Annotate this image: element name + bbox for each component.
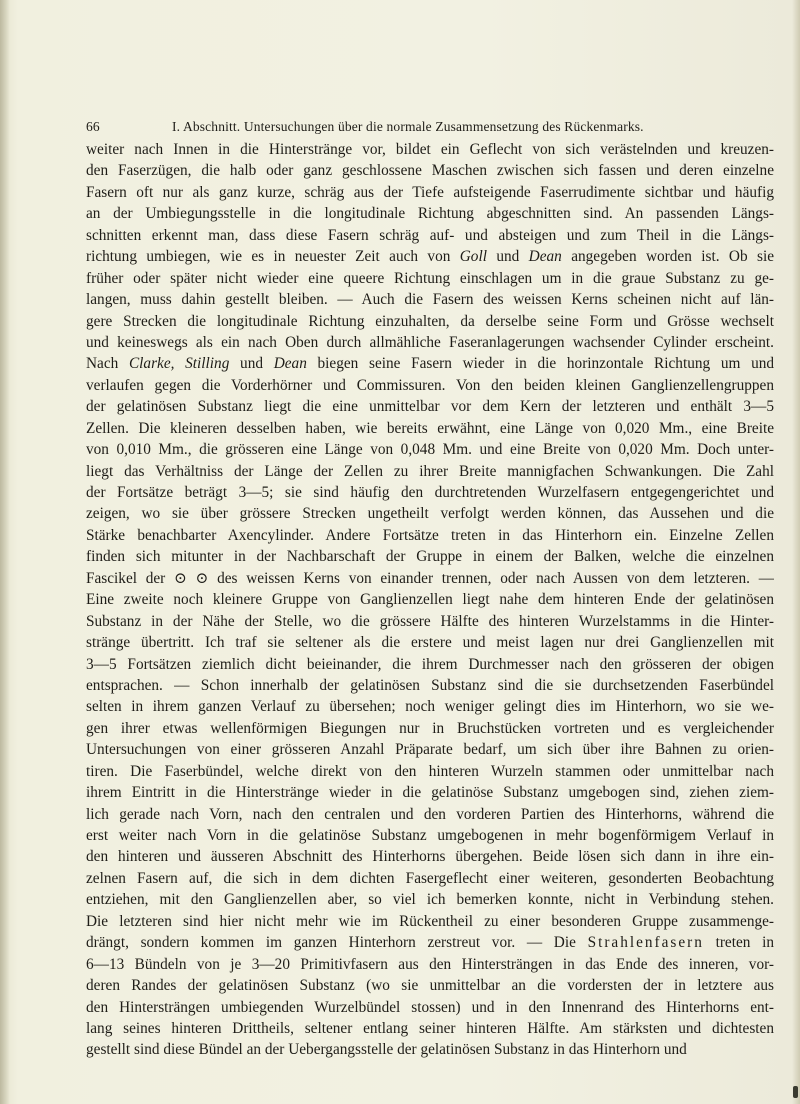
binding-shadow xyxy=(0,0,10,1104)
page-number: 66 xyxy=(86,119,100,134)
text-line: Stärke benachbarter Axencylinder. Andere Fortsätze treten in das Hinterhorn ein. Einzelne Zellen xyxy=(86,526,774,544)
text-line: deren Randes der gelatinösen Substanz (wo sie unmittelbar an die vordersten der in letztere aus xyxy=(86,977,774,995)
text-line: Nach Clarke, Stilling und Dean biegen seine Fasern wieder in die horinzontale Richtung um und xyxy=(86,355,774,373)
text-line: Substanz in der Nähe der Stelle, wo die grössere Hälfte des hinteren Wurzelstamms in die Hinter- xyxy=(86,612,774,630)
text-line: Fasern oft nur als ganz kurze, schräg aus der Tiefe aufsteigende Faserrudimente sichtbar und häufig xyxy=(86,183,774,201)
text-line: schnitten erkennt man, dass diese Fasern schräg auf- und absteigen und zum Theil in die Längs- xyxy=(86,226,774,244)
text-line: zelnen Fasern auf, die sich in dem dichten Fasergeflecht einer weiteren, gesonderten Beobachtung xyxy=(86,869,774,887)
page-edge-shadow xyxy=(792,0,800,1104)
text-line: ihrem Eintritt in die Hinterstränge wieder in die gelatinöse Substanz umgebogen sind, ziehen ziem- xyxy=(86,784,774,802)
text-line: der gelatinösen Substanz liegt die eine unmittelbar vor dem Kern der letzteren und enthält 3—5 xyxy=(86,398,774,416)
page-header xyxy=(86,119,774,139)
text-line: entziehen, mit den Ganglienzellen aber, so viel ich bemerken konnte, nicht in Verbindung stehen. xyxy=(86,891,774,909)
text-line: verlaufen gegen die Vorderhörner und Commissuren. Von den beiden kleinen Ganglienzellengruppen xyxy=(86,376,774,394)
text-line: 6—13 Bündeln von je 3—20 Primitivfasern aus den Hintersträngen in das Ende des inneren, vor- xyxy=(86,955,774,973)
text-line: stränge übertritt. Ich traf sie seltener als die erstere und meist lagen nur drei Ganglienzellen mit xyxy=(86,634,774,652)
text-line: lang seines hinteren Drittheils, seltener entlang seiner hinteren Hälfte. Am stärksten und dichtesten xyxy=(86,1019,774,1037)
text-line: den hinteren und äusseren Abschnitt des Hinterhorns übergehen. Beide lösen sich dann in ihre ein- xyxy=(86,848,774,866)
text-line: der Fortsätze beträgt 3—5; sie sind häufig den durchtretenden Wurzelfasern entgegengerichtet und xyxy=(86,484,774,501)
text-line: den Hintersträngen umbiegenden Wurzelbündel stossen) und in den Innenrand des Hinterhorns ent- xyxy=(86,998,774,1016)
text-line: entsprachen. — Schon innerhalb der gelatinösen Substanz sind die sie durchsetzenden Faserbündel xyxy=(86,676,774,694)
text-line: Die letzteren sind hier nicht mehr wie im Rückentheil zu einer besonderen Gruppe zusammenge- xyxy=(86,912,774,930)
text-line: und keineswegs als ein nach Oben durch allmähliche Faseranlagerungen wachsender Cylinder erscheint. xyxy=(86,333,774,351)
text-line: langen, muss dahin gestellt bleiben. — Auch die Fasern des weissen Kerns scheinen nicht auf län- xyxy=(86,291,774,309)
text-line: finden sich mitunter in der Nachbarschaft der Gruppe in einem der Balken, welche die einzelnen xyxy=(86,548,774,566)
text-line: lich gerade nach Vorn, nach den centralen und den vorderen Partien des Hinterhorns, während die xyxy=(86,805,774,823)
text-line: 3—5 Fortsätzen ziemlich dicht beieinander, die ihrem Durchmesser nach den grösseren der obigen xyxy=(86,655,774,673)
scan-artifact xyxy=(793,1086,798,1098)
text-line: gere Strecken die longitudinale Richtung einzuhalten, da derselbe seine Form und Grösse wechselt xyxy=(86,312,774,330)
text-line: Fascikel der ⊙ ⊙ des weissen Kerns von einander trennen, oder nach Aussen von dem letzteren. — xyxy=(86,569,774,587)
running-head: I. Abschnitt. Untersuchungen über die normale Zusammensetzung des Rückenmarks. xyxy=(172,119,644,134)
text-line: weiter nach Innen in die Hinterstränge vor, bildet ein Geflecht von sich verästelnden und kreuzen- xyxy=(86,141,774,158)
text-line: früher oder später nicht wieder eine queere Richtung einschlagen um in die graue Substanz zu ge- xyxy=(86,269,774,287)
text-line: tiren. Die Faserbündel, welche direkt von den hinteren Wurzeln stammen oder unmittelbar nach xyxy=(86,762,774,780)
text-line: zeigen, wo sie über grössere Strecken ungetheilt verfolgt werden können, das Aussehen und die xyxy=(86,505,774,523)
text-line: richtung umbiegen, wie es in neuester Zeit auch von Goll und Dean angegeben worden ist. Ob sie xyxy=(86,248,774,266)
text-line: gen ihrer etwas wellenförmigen Biegungen nur in Bruchstücken vortreten und es vergleichender xyxy=(86,719,774,737)
text-line: liegt das Verhältniss der Länge der Zellen zu ihrer Breite mannigfachen Schwankungen. Die Zahl xyxy=(86,462,774,480)
text-line: gestellt sind diese Bündel an der Uebergangsstelle der gelatinösen Substanz in das Hinterhorn und xyxy=(86,1041,687,1059)
text-line: Untersuchungen von einer grösseren Anzahl Präparate bedarf, um sich über ihre Bahnen zu orien- xyxy=(86,741,774,759)
text-line: Eine zweite noch kleinere Gruppe von Ganglienzellen liegt nahe dem hinteren Ende der gelatinösen xyxy=(86,591,774,609)
text-line: an der Umbiegungsstelle in die longitudinale Richtung abgeschnitten sind. An passenden Längs- xyxy=(86,205,774,223)
text-line: selten in ihrem ganzen Verlauf zu übersehen; noch weniger gelingt dies im Hinterhorn, wo sie we- xyxy=(86,698,774,716)
body-text xyxy=(86,139,774,1061)
text-line: von 0,010 Mm., die grösseren eine Länge von 0,048 Mm. und eine Breite von 0,020 Mm. Doch unter- xyxy=(86,441,774,459)
text-line: erst weiter nach Vorn in die gelatinöse Substanz umgebogenen in mehr bogenförmigem Verlauf in xyxy=(86,827,774,844)
text-line: den Faserzügen, die halb oder ganz geschlossene Maschen zwischen sich fassen und deren einzelne xyxy=(86,162,774,180)
text-line: drängt, sondern kommen im ganzen Hinterhorn zerstreut vor. — Die Strahlenfasern treten in xyxy=(86,934,774,952)
text-line: Zellen. Die kleineren desselben haben, wie bereits erwähnt, eine Länge von 0,020 Mm., eine Breite xyxy=(86,419,774,437)
